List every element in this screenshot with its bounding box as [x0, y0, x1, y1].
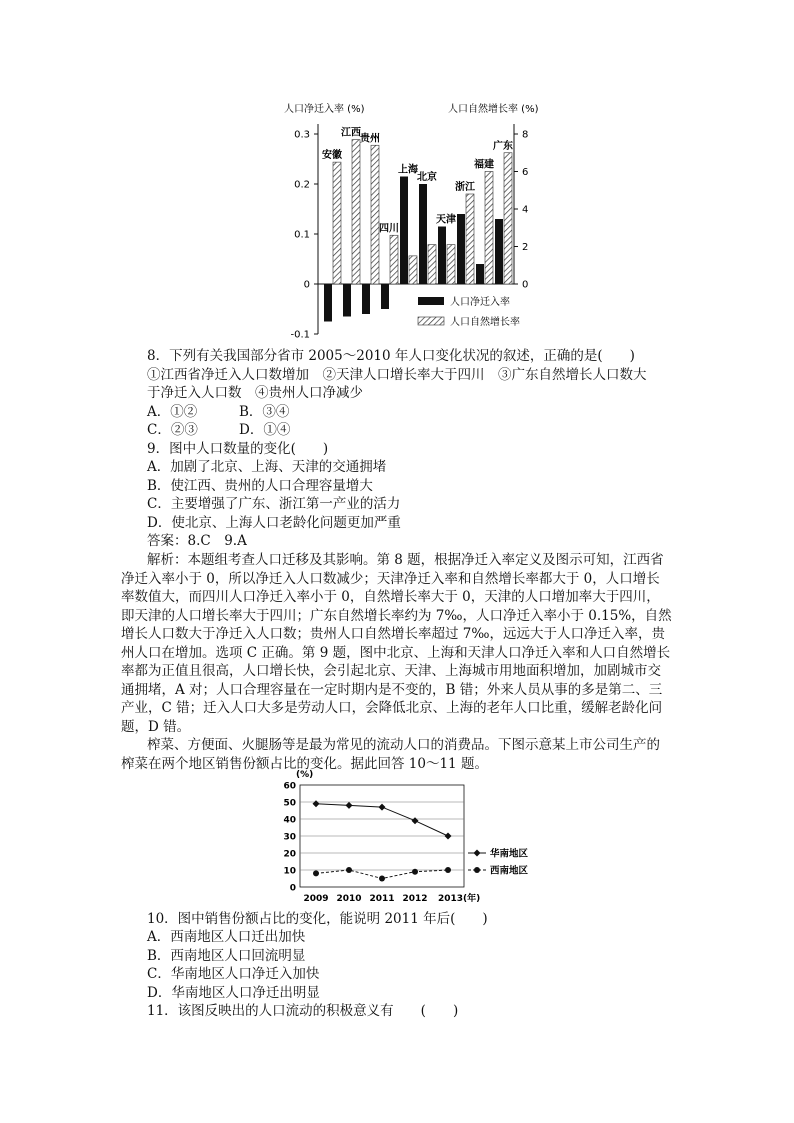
right-tick-label: 8: [522, 129, 529, 141]
bar-natural-growth: [390, 235, 398, 284]
bar-natural-growth: [409, 256, 417, 284]
right-axis-title: 人口自然增长率 (%): [448, 104, 539, 115]
left-tick-label: 0.2: [294, 179, 310, 191]
left-tick-label: -0.1: [290, 329, 310, 341]
q10-option-b: B．西南地区人口回流明显: [147, 948, 306, 964]
point-south-china: [346, 802, 353, 809]
point-south-china: [313, 800, 320, 807]
intro-line: 榨菜在两个地区销售份额占比的变化。据此回答 10～11 题。: [121, 755, 488, 772]
legend-marker-diamond: [474, 850, 481, 857]
q8-option-a: A．①②: [147, 404, 198, 420]
q10-option-a: A．西南地区人口迁出加快: [147, 929, 306, 945]
q10-option-c: C．华南地区人口净迁入加快: [147, 966, 320, 982]
point-southwest: [412, 869, 418, 875]
q9-option-b: B．使江西、贵州的人口合理容量增大: [147, 478, 373, 494]
y-tick-label: 0: [289, 883, 296, 894]
point-southwest: [313, 870, 319, 876]
q10-stem: 10．图中销售份额占比的变化，能说明 2011 年后( ): [147, 911, 488, 927]
analysis-line: 增长人口数大于净迁入人口数；贵州人口自然增长率超过 7‰，远远大于人口净迁入率，贵: [121, 626, 665, 642]
category-label: 浙江: [455, 182, 475, 193]
point-south-china: [412, 817, 419, 824]
q8-line2: ①江西省净迁入人口数增加 ②天津人口增长率大于四川 ③广东自然增长人口数大: [147, 367, 647, 383]
q8-line3: 于净迁入人口数 ④贵州人口净减少: [147, 385, 363, 401]
category-label: 江西: [341, 127, 361, 139]
category-label: 北京: [417, 172, 437, 183]
x-tick-label: 2010: [336, 894, 362, 904]
category-label: 天津: [436, 214, 456, 226]
bar-migration: [476, 264, 484, 284]
category-label: 广东: [493, 140, 513, 152]
sales-share-chart: [276, 766, 566, 912]
bar-migration: [362, 284, 370, 314]
q11-stem: 11．该图反映出的人口流动的积极意义有 ( ): [147, 1003, 459, 1019]
x-tick-label: 2009: [303, 894, 329, 904]
answer: 答案：8.C 9.A: [147, 533, 247, 549]
bar-migration: [438, 227, 446, 285]
q8-option-d: D．①④: [239, 422, 291, 438]
bar-migration: [343, 284, 351, 317]
analysis-line: 率数值大，而四川人口净迁入率小于 0，自然增长率大于 0，天津的人口增加率大于四川，: [121, 589, 660, 605]
q9-option-d: D．使北京、上海人口老龄化问题更加严重: [147, 515, 401, 531]
migration-chart: [270, 98, 540, 348]
q8-option-b: B．③④: [239, 404, 290, 420]
bar-natural-growth: [371, 145, 379, 284]
y-tick-label: 50: [283, 798, 296, 809]
y-tick-label: 60: [283, 781, 296, 792]
intro-line: 榨菜、方便面、火腿肠等是最为常见的流动人口的消费品。下图示意某上市公司生产的: [147, 737, 660, 753]
q10-option-d: D．华南地区人口净迁出明显: [147, 985, 320, 1001]
y-tick-label: 10: [283, 866, 296, 877]
right-tick-label: 4: [522, 204, 529, 216]
legend-swatch-migration: [418, 297, 444, 305]
bar-natural-growth: [485, 172, 493, 285]
y-tick-label: 30: [283, 832, 296, 843]
analysis: [121, 551, 707, 736]
q8-option-c: C．②③: [147, 422, 198, 438]
left-axis-title: 人口净迁入率 (%): [284, 104, 365, 115]
y-tick-label: 20: [283, 849, 296, 860]
bar-natural-growth: [333, 162, 341, 284]
right-tick-label: 6: [522, 167, 529, 178]
point-south-china: [379, 804, 386, 811]
analysis-line: 题，D 错。: [121, 718, 191, 735]
point-south-china: [445, 833, 452, 840]
point-southwest: [346, 867, 352, 873]
bar-natural-growth: [447, 245, 455, 284]
right-tick-label: 2: [522, 242, 529, 253]
category-label: 上海: [398, 164, 418, 176]
point-southwest: [445, 867, 451, 873]
q9-stem: 9．图中人口数量的变化( ): [147, 441, 329, 457]
analysis-line: 率都为正值且很高，人口增长快，会引起北京、天津、上海城市用地面积增加，加剧城市交: [121, 663, 661, 679]
bar-migration: [457, 214, 465, 284]
legend-label-migration: 人口净迁入率: [450, 297, 510, 308]
x-tick-label: 2013(年): [438, 894, 481, 904]
bar-migration: [419, 184, 427, 284]
bar-natural-growth: [504, 153, 512, 284]
point-southwest: [379, 876, 385, 882]
category-label: 安徽: [322, 150, 342, 162]
y-tick-label: 40: [283, 815, 296, 826]
analysis-line: 通拥堵，A 对；人口合理容量在一定时期内是不变的，B 错；外来人员从事的多是第二、三: [121, 681, 663, 698]
y-unit-label: (%): [296, 770, 314, 780]
legend-swatch-natural: [418, 317, 444, 325]
analysis-line: 净迁入率小于 0，所以净迁入人口数减少；天津净迁入率和自然增长率都大于 0，人口增长: [121, 570, 660, 587]
category-label: 四川: [379, 223, 399, 235]
q9-option-a: A．加剧了北京、上海、天津的交通拥堵: [147, 459, 387, 475]
bar-migration: [324, 284, 332, 322]
left-tick-label: 0.1: [294, 229, 310, 241]
legend-label: 华南地区: [490, 848, 529, 860]
analysis-line: 即天津的人口增长率大于四川；广东自然增长率约为 7‰，人口净迁入率小于 0.15%，自然: [121, 607, 672, 624]
x-tick-label: 2012: [402, 894, 428, 904]
bar-migration: [495, 219, 503, 284]
category-label: 贵州: [360, 133, 380, 145]
legend-label-natural: 人口自然增长率: [450, 317, 520, 328]
left-tick-label: 0: [303, 279, 310, 291]
q8-stem: 8．下列有关我国部分省市 2005～2010 年人口变化状况的叙述，正确的是( ): [147, 348, 635, 364]
left-tick-label: 0.3: [294, 129, 310, 141]
right-tick-label: 0: [522, 279, 529, 291]
bar-migration: [381, 284, 389, 309]
analysis-line: 产业，C 错；迁入人口大多是劳动人口，会降低北京、上海的老年人口比重，缓解老龄化问: [121, 700, 663, 716]
bar-natural-growth: [466, 194, 474, 284]
x-tick-label: 2011: [369, 894, 395, 904]
bar-natural-growth: [428, 245, 436, 284]
legend-marker-dot: [474, 867, 480, 873]
analysis-line: 解析：本题组考查人口迁移及其影响。第 8 题，根据净迁入率定义及图示可知，江西省: [147, 552, 664, 568]
legend-label: 西南地区: [490, 865, 529, 877]
bar-natural-growth: [352, 140, 360, 284]
analysis-line: 州人口在增加。选项 C 正确。第 9 题，图中北京、上海和天津人口净迁入率和人口自然增长: [121, 644, 671, 661]
q9-option-c: C．主要增强了广东、浙江第一产业的活力: [147, 496, 401, 512]
bar-migration: [400, 177, 408, 285]
category-label: 福建: [474, 159, 494, 171]
